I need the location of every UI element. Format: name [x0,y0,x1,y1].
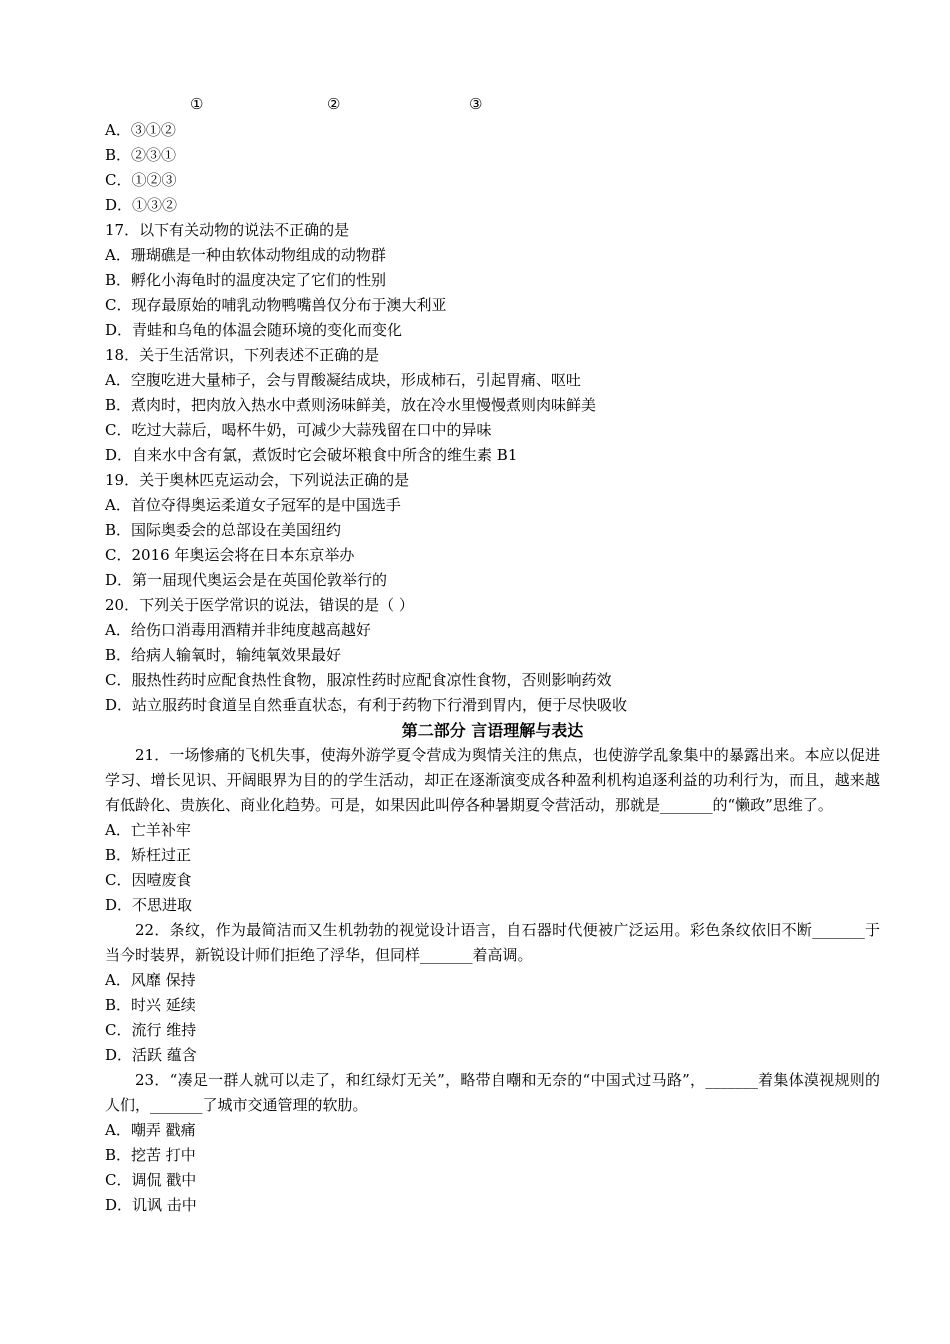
q22-option-b: B．时兴 延续 [105,996,196,1014]
q21-stem: 21．一场惨痛的飞机失事，使海外游学夏令营成为舆情关注的焦点，也使游学乱象集中的暴露出来。本应以促进学习、增长见识、开阔眼界为目的的学生活动，却正在逐渐演变成各种盈利机构追逐利益的功利行为，而且，越来越有低龄化、贵族化、商业化趋势。可是，如果因此叫停各种暑期夏令营活动，那就是_______的“懒政”思维了。 [105,746,880,814]
q23-option-c: C．调侃 戳中 [105,1171,197,1189]
section-title: 第二部分 言语理解与表达 [401,721,584,740]
q16-option-b: B．②③① [105,146,177,164]
q20-option-c: C．服热性药时应配食热性食物，服凉性药时应配食凉性食物，否则影响药效 [105,671,612,689]
q16-option-a: A．③①② [105,121,176,139]
q19-option-d: D．第一届现代奥运会是在英国伦敦举行的 [105,571,388,589]
q18-stem: 18．关于生活常识，下列表述不正确的是 [105,346,380,364]
figure-markers [105,93,880,118]
q21-option-a: A．亡羊补牢 [105,821,191,839]
q21-option-c: C．因噎废食 [105,871,192,889]
q19-option-a: A．首位夺得奥运柔道女子冠军的是中国选手 [105,496,401,514]
q17-option-b: B．孵化小海龟时的温度决定了它们的性别 [105,271,387,289]
q20-option-d: D．站立服药时食道呈自然垂直状态，有利于药物下行滑到胃内，便于尽快吸收 [105,696,628,714]
q23-option-d: D．讥讽 击中 [105,1196,197,1214]
q21-option-d: D．不思进取 [105,896,193,914]
q17-stem: 17．以下有关动物的说法不正确的是 [105,221,350,239]
marker-3: ③ [469,95,483,113]
q23-option-b: B．挖苦 打中 [105,1146,196,1164]
q22-stem: 22．条纹，作为最简洁而又生机勃勃的视觉设计语言，自石器时代便被广泛运用。彩色条纹依旧不断_______于当今时装界，新锐设计师们拒绝了浮华，但同样_______着高调。 [105,921,880,964]
q19-option-b: B．国际奥委会的总部设在美国纽约 [105,521,342,539]
q18-option-a: A．空腹吃进大量柿子，会与胃酸凝结成块，形成柿石，引起胃痛、呕吐 [105,371,581,389]
q20-option-a: A．给伤口消毒用酒精并非纯度越高越好 [105,621,371,639]
q18-option-b: B．煮肉时，把肉放入热水中煮则汤味鲜美，放在冷水里慢慢煮则肉味鲜美 [105,396,597,414]
q17-option-a: A．珊瑚礁是一种由软体动物组成的动物群 [105,246,386,264]
q17-option-d: D．青蛙和乌龟的体温会随环境的变化而变化 [105,321,403,339]
q23-stem: 23．“凑足一群人就可以走了，和红绿灯无关”，略带自嘲和无奈的“中国式过马路”，_______着集体漠视规则的人们，_______了城市交通管理的软肋。 [105,1071,880,1114]
q20-option-b: B．给病人输氧时，输纯氧效果最好 [105,646,342,664]
q16-option-c: C．①②③ [105,171,177,189]
q22-option-d: D．活跃 蕴含 [105,1046,197,1064]
q18-option-d: D．自来水中含有氯，煮饭时它会破坏粮食中所含的维生素 B1 [105,446,518,464]
q17-option-c: C．现存最原始的哺乳动物鸭嘴兽仅分布于澳大利亚 [105,296,447,314]
q18-option-c: C．吃过大蒜后，喝杯牛奶，可减少大蒜残留在口中的异味 [105,421,492,439]
q22-option-c: C．流行 维持 [105,1021,197,1039]
q19-stem: 19．关于奥林匹克运动会，下列说法正确的是 [105,471,410,489]
q19-option-c: C．2016 年奥运会将在日本东京举办 [105,546,355,564]
q20-stem: 20．下列关于医学常识的说法，错误的是（ ） [105,596,414,614]
exam-page [105,93,880,1218]
marker-1: ① [190,95,204,113]
q23-option-a: A．嘲弄 戳痛 [105,1121,196,1139]
q21-option-b: B．矫枉过正 [105,846,192,864]
q16-option-d: D．①③② [105,196,178,214]
marker-2: ② [327,95,341,113]
q22-option-a: A．风靡 保持 [105,971,196,989]
